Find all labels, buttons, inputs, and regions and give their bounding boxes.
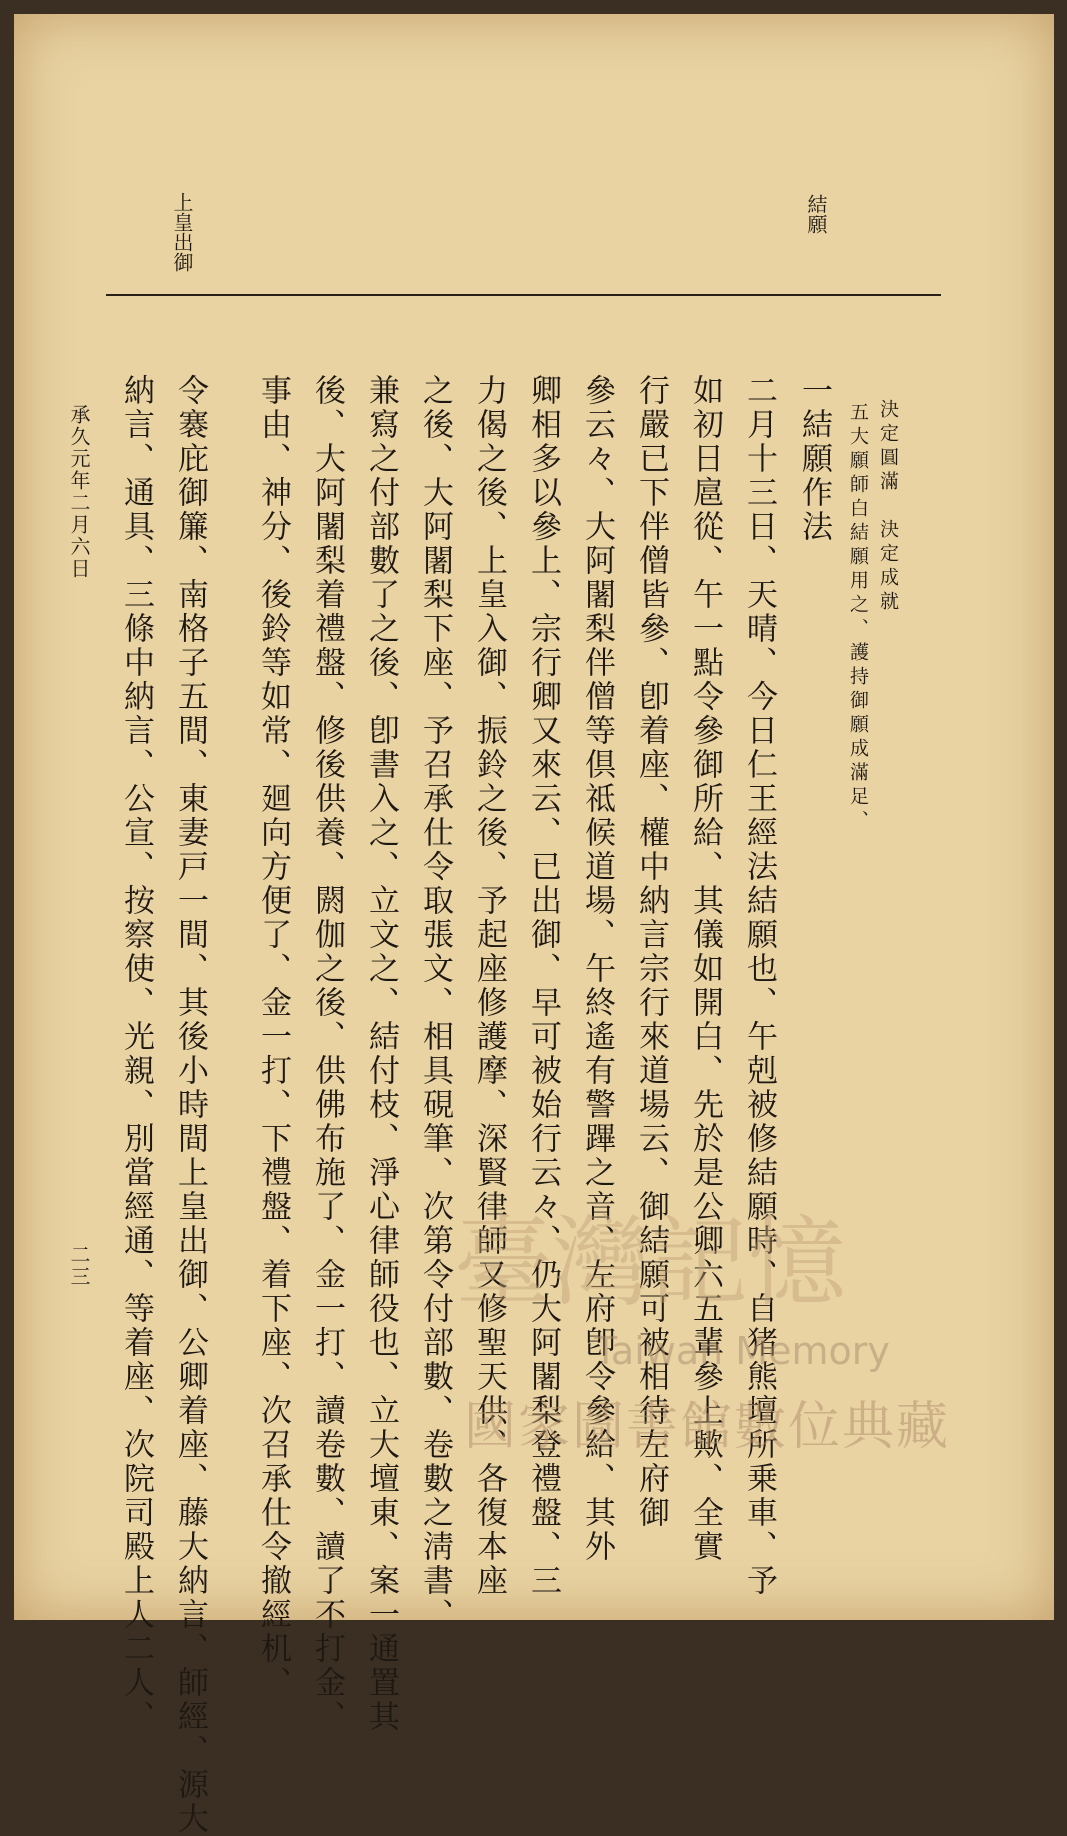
topic-header: 上皇出御 (170, 192, 194, 272)
header-rule (106, 294, 941, 296)
text-column: 令褰庇御簾、南格子五間、東妻戸一間、其後小時間上皇出御、公卿着座、藤大納言、師經、源大 (172, 374, 208, 1836)
text-column: 一結願作法 (796, 374, 832, 544)
text-column: 行嚴已下伴僧皆參、卽着座、權中納言宗行來道場云、御結願可被相待左府御 (633, 374, 669, 1530)
watermark-subtitle: 國家圖書館數位典藏 (464, 1397, 951, 1457)
text-column: 事由、神分、後鈴等如常、廻向方便了、金一打、下禮盤、着下座、次召承仕令撤經机、 (255, 374, 291, 1700)
page-number: 二三 (67, 1244, 91, 1288)
text-column: 卿相多以參上、宗行卿又來云、已出御、早可被始行云々、仍大阿闍梨登禮盤、三 (525, 374, 561, 1598)
text-column: 力偈之後、上皇入御、振鈴之後、予起座修護摩、深賢律師又修聖天供、各復本座 (471, 374, 507, 1598)
text-column: 決定圓滿 決定成就 (877, 399, 899, 615)
text-column: 參云々、大阿闍梨伴僧等倶祗候道場、午終遙有警蹕之音、左府卽令參給、其外 (579, 374, 615, 1564)
text-column: 五大願師白結願用之、護持御願成滿足、 (847, 402, 869, 834)
text-column: 納言、通具、三條中納言、公宣、按察使、光親、別當經通、等着座、次院司殿上人二人、 (118, 374, 154, 1734)
text-column: 兼寫之付部數了之後、卽書入之、立文之、結付枝、淨心律師役也、立大壇東、案一通置其 (363, 374, 399, 1734)
text-column: 後、大阿闍梨着禮盤、修後供養、閼伽之後、供佛布施了、金一打、讀卷數、讀了不打金、 (309, 374, 345, 1734)
text-column: 之後、大阿闍梨下座、予召承仕令取張文、相具硯筆、次第令付部數、卷數之淸書、 (417, 374, 453, 1632)
document-page (14, 14, 1054, 1836)
text-column: 二月十三日、天晴、今日仁王經法結願也、午剋被修結願時、自猪熊壇所乗車、予 (741, 374, 777, 1598)
watermark-title: 臺灣記憶 (454, 1206, 847, 1320)
watermark-english: Taiwan Memory (594, 1329, 890, 1373)
text-column: 如初日扈從、午一點令參御所給、其儀如開白、先於是公卿六五輩參上歟、全實 (687, 374, 723, 1564)
footer-date: 承久元年二月六日 (67, 404, 91, 580)
section-header: 結願 (804, 194, 828, 234)
